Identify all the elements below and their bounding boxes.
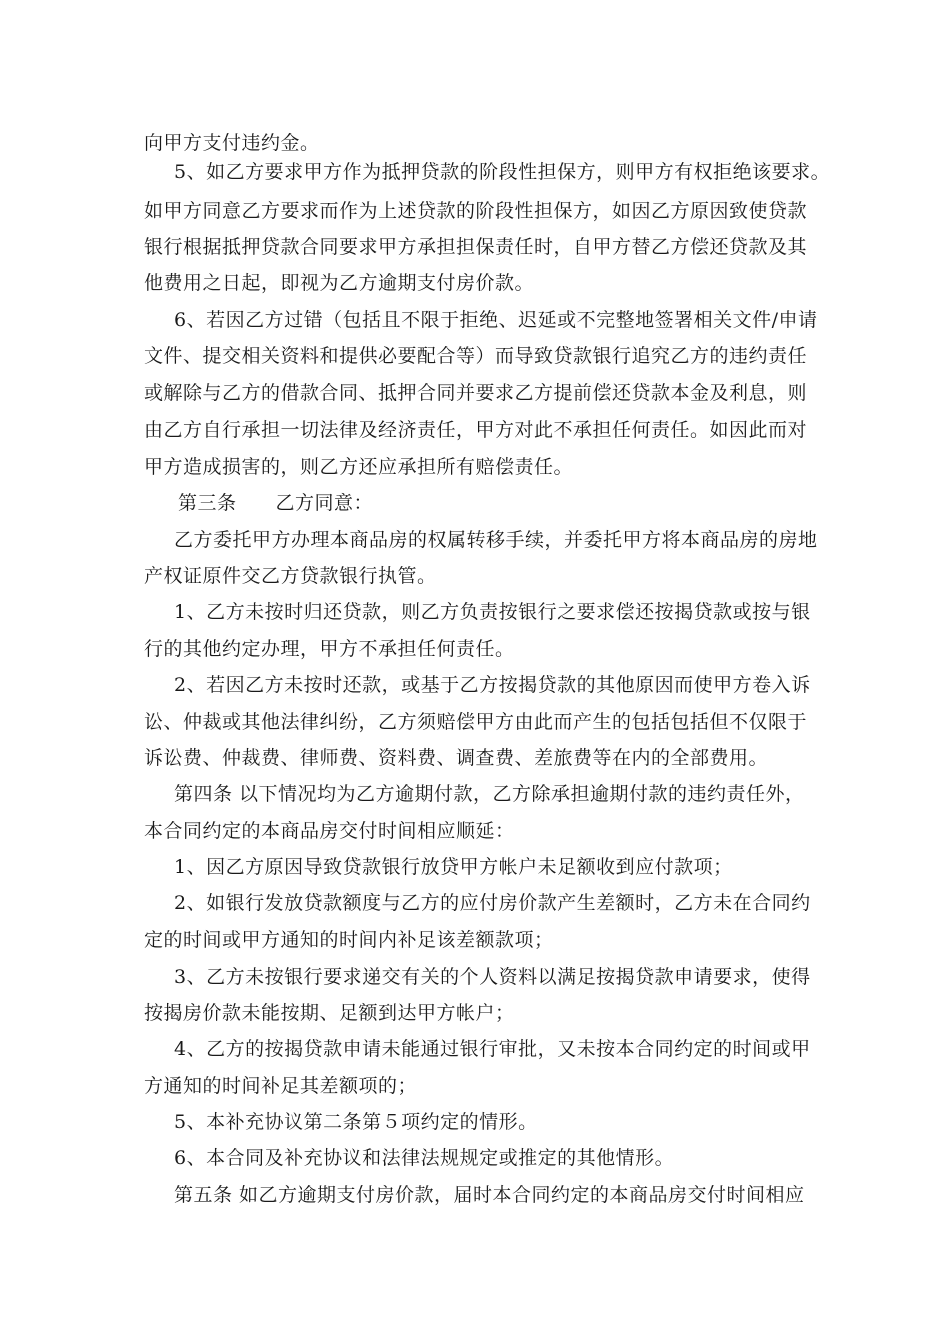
text-line: 乙方委托甲方办理本商品房的权属转移手续，并委托甲方将本商品房的房地 (174, 529, 818, 551)
text-line: 他费用之日起，即视为乙方逾期支付房价款。 (144, 272, 535, 294)
text-line: 5、本补充协议第二条第５项约定的情形。 (174, 1111, 538, 1133)
text-line: 银行根据抵押贷款合同要求甲方承担担保责任时，自甲方替乙方偿还贷款及其 (144, 236, 808, 258)
text-line: 1、乙方未按时归还贷款，则乙方负责按银行之要求偿还按揭贷款或按与银 (174, 601, 811, 623)
text-line: 由乙方自行承担一切法律及经济责任，甲方对此不承担任何责任。如因此而对 (144, 419, 808, 441)
section-heading: 第五条 如乙方逾期支付房价款，届时本合同约定的本商品房交付时间相应 (174, 1184, 805, 1206)
text-line: 3、乙方未按银行要求递交有关的个人资料以满足按揭贷款申请要求，使得 (174, 966, 811, 988)
text-line: 5、如乙方要求甲方作为抵押贷款的阶段性担保方，则甲方有权拒绝该要求。 (174, 161, 831, 183)
text-line: 行的其他约定办理，甲方不承担任何责任。 (144, 638, 515, 660)
text-line: 6、本合同及补充协议和法律法规规定或推定的其他情形。 (174, 1147, 675, 1169)
section-heading: 第三条 乙方同意： (178, 492, 374, 514)
text-line: 6、若因乙方过错（包括且不限于拒绝、迟延或不完整地签署相关文件/申请 (174, 309, 818, 331)
text-line: 1、因乙方原因导致贷款银行放贷甲方帐户未足额收到应付款项； (174, 856, 733, 878)
text-line: 甲方造成损害的，则乙方还应承担所有赔偿责任。 (144, 456, 574, 478)
text-line: 按揭房价款未能按期、足额到达甲方帐户； (144, 1002, 515, 1024)
text-line: 文件、提交相关资料和提供必要配合等）而导致贷款银行追究乙方的违约责任 (144, 345, 808, 367)
text-line: 2、若因乙方未按时还款，或基于乙方按揭贷款的其他原因而使甲方卷入诉 (174, 674, 811, 696)
text-line: 定的时间或甲方通知的时间内补足该差额款项； (144, 929, 554, 951)
text-line: 4、乙方的按揭贷款申请未能通过银行审批，又未按本合同约定的时间或甲 (174, 1038, 811, 1060)
text-line: 本合同约定的本商品房交付时间相应顺延： (144, 820, 515, 842)
text-line: 产权证原件交乙方贷款银行执管。 (144, 565, 437, 587)
text-line: 向甲方支付违约金。 (144, 132, 320, 154)
text-line: 如甲方同意乙方要求而作为上述贷款的阶段性担保方，如因乙方原因致使贷款 (144, 200, 808, 222)
text-line: 诉讼费、仲裁费、律师费、资料费、调查费、差旅费等在内的全部费用。 (144, 747, 769, 769)
section-heading: 第四条 以下情况均为乙方逾期付款，乙方除承担逾期付款的违约责任外， (174, 783, 805, 805)
text-line: 或解除与乙方的借款合同、抵押合同并要求乙方提前偿还贷款本金及利息，则 (144, 382, 808, 404)
text-line: 方通知的时间补足其差额项的； (144, 1075, 418, 1097)
text-line: 2、如银行发放贷款额度与乙方的应付房价款产生差额时，乙方未在合同约 (174, 892, 811, 914)
text-line: 讼、仲裁或其他法律纠纷，乙方须赔偿甲方由此而产生的包括包括但不仅限于 (144, 711, 808, 733)
